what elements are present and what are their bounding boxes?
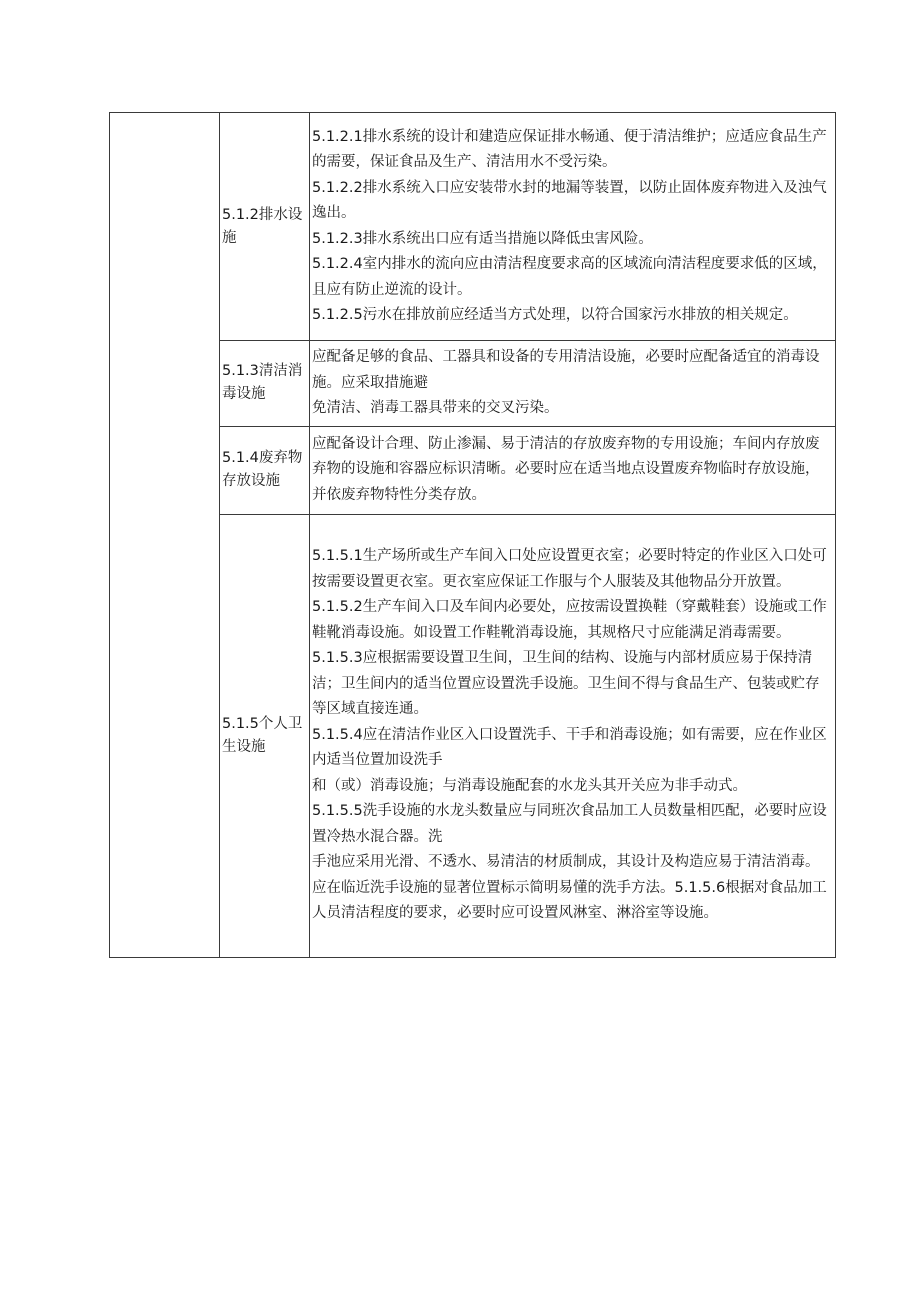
clause-text: 5.1.5.1生产场所或生产车间入口处应设置更衣室；必要时特定的作业区入口处可按需要设置更衣室。更衣室应保证工作服与个人服装及其他物品分开放置。 bbox=[312, 548, 827, 590]
row-label: 5.1.4废弃物存放设施 bbox=[222, 450, 303, 489]
clause-text: 5.1.2.5污水在排放前应经适当方式处理，以符合国家污水排放的相关规定。 bbox=[312, 307, 798, 323]
row-label-cell bbox=[220, 113, 310, 341]
clause-text: 5.1.2.2排水系统入口应安装带水封的地漏等装置，以防止固体废弃物进入及浊气逸出。 bbox=[312, 179, 827, 221]
row-content bbox=[310, 540, 835, 931]
clause-text: 应配备足够的食品、工器具和设备的专用清洁设施，必要时应配备适宜的消毒设施。应采取措施避 bbox=[312, 349, 820, 391]
clause-text: 免清洁、消毒工器具带来的交叉污染。 bbox=[312, 400, 559, 416]
clause-text: 应配备设计合理、防止渗漏、易于清洁的存放废弃物的专用设施；车间内存放废弃物的设施和容器应标识清晰。必要时应在适当地点设置废弃物临时存放设施，并依废弃物特性分类存放。 bbox=[312, 435, 820, 503]
row-label-cell bbox=[220, 341, 310, 427]
row-label: 5.1.5个人卫生设施 bbox=[222, 715, 303, 755]
row-content bbox=[310, 428, 835, 513]
clause-text: 5.1.2.3排水系统出口应有适当措施以降低虫害风险。 bbox=[312, 230, 653, 247]
row-label: 5.1.3清洁消毒设施 bbox=[222, 363, 303, 403]
clause-text: 5.1.5.2生产车间入口及车间内必要处，应按需设置换鞋（穿戴鞋套）设施或工作鞋靴消毒设施。如设置工作鞋靴消毒设施，其规格尺寸应能满足消毒需要。 bbox=[312, 599, 827, 641]
row-content-cell bbox=[310, 426, 836, 514]
clause-text: 5.1.5.3应根据需要设置卫生间，卫生间的结构、设施与内部材质应易于保持清洁；卫生间内的适当位置应设置洗手设施。卫生间不得与食品生产、包装或贮存等区域直接连通。 bbox=[312, 650, 820, 718]
clause-text: 5.1.5.5洗手设施的水龙头数量应与同班次食品加工人员数量相匹配，必要时应设置冷热水混合器。洗 bbox=[312, 803, 827, 845]
clause-text: 和（或）消毒设施；与消毒设施配套的水龙头其开关应为非手动式。 bbox=[312, 777, 747, 794]
row-content-cell bbox=[310, 341, 836, 427]
clause-text: 5.1.2.4室内排水的流向应由清洁程度要求高的区域流向清洁程度要求低的区域，且应有防止逆流的设计。 bbox=[312, 256, 827, 298]
row-label-cell bbox=[220, 514, 310, 957]
clause-text: 5.1.5.4应在清洁作业区入口设置洗手、干手和消毒设施；如有需要，应在作业区内适当位置加设洗手 bbox=[312, 726, 827, 769]
row-content bbox=[310, 341, 835, 426]
row-content-cell bbox=[310, 113, 836, 341]
standards-table bbox=[109, 112, 836, 958]
category-cell bbox=[110, 113, 220, 958]
row-content-cell bbox=[310, 514, 836, 957]
row-label-cell bbox=[220, 426, 310, 514]
row-label: 5.1.2排水设施 bbox=[222, 206, 303, 246]
row-content bbox=[310, 121, 835, 333]
table-row bbox=[110, 113, 836, 341]
clause-text: 5.1.2.1排水系统的设计和建造应保证排水畅通、便于清洁维护；应适应食品生产的需要，保证食品及生产、清洁用水不受污染。 bbox=[312, 128, 827, 170]
clause-text: 手池应采用光滑、不透水、易清洁的材质制成，其设计及构造应易于清洁消毒。应在临近洗手设施的显著位置标示简明易懂的洗手方法。5.1.5.6根据对食品加工人员清洁程度的要求，必要时应可设置风淋室、淋浴室等设施。 bbox=[312, 854, 827, 922]
